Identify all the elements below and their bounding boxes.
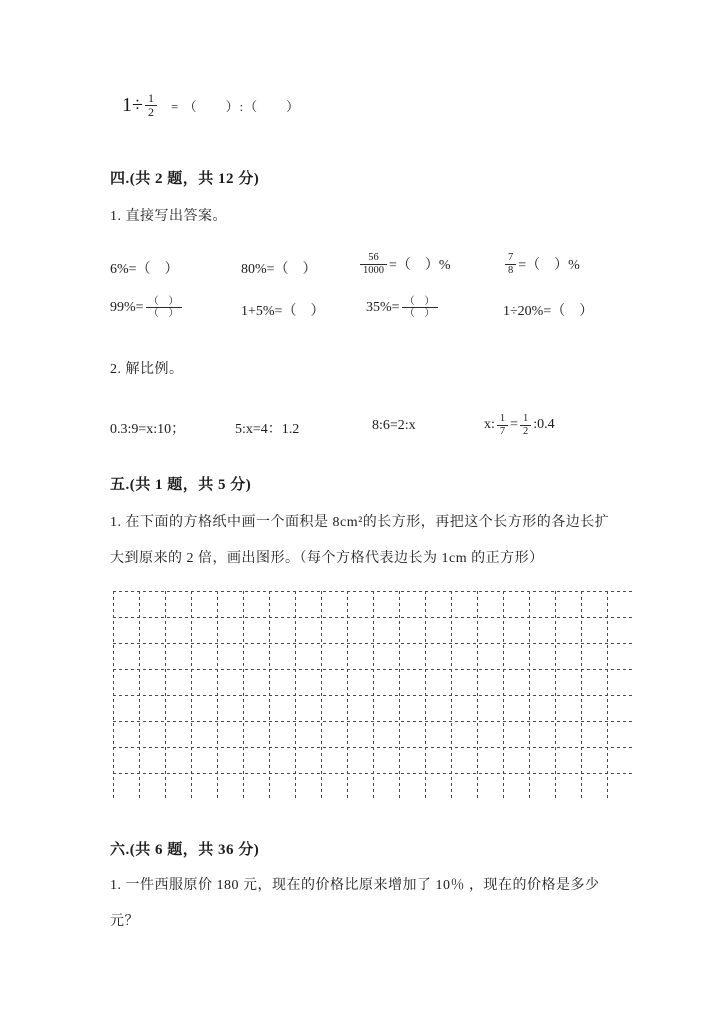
answer-blank: =（ ）% [518,258,580,274]
answer-item-6pct: 6%=（ ） [110,262,179,277]
section5-heading: 五.(共 1 题，共 5 分) [110,477,252,493]
answer-item-35pct [366,296,440,319]
fraction-one-half: $\frac{1}{2}$ [145,92,157,119]
expression-lead: 1÷ [122,94,143,117]
section4-heading: 四.(共 2 题，共 12 分) [110,171,260,187]
answer-item-1div20pct: 1÷20%=（ ） [503,304,594,319]
section4-q2-label: 2. 解比例。 [110,362,184,377]
section4-q1-label: 1. 直接写出答案。 [110,209,227,224]
equation-4 [484,413,555,437]
equation-3: 8:6=2:x [372,418,416,433]
fraction-56-1000: $\frac{56}{1000}$ [360,252,387,276]
answer-item-7-8 [503,252,580,276]
equation-lead: x: [484,417,495,433]
equation-1: 0.3:9=x:10； [110,422,186,437]
section5-q1-line2: 大到原来的 2 倍，画出图形。（每个方格代表边长为 1cm 的正方形） [110,551,544,566]
answer-item-56-1000 [358,252,451,276]
section5-q1-line1: 1. 在下面的方格纸中画一个面积是 8cm²的长方形，再把这个长方形的各边长扩 [110,515,610,530]
ratio-expression [122,92,300,119]
grid-paper [113,591,633,804]
answer-item-99pct [110,296,184,319]
grid-lines [113,591,633,799]
fraction-blank: $\frac{( )}{( )}$ [146,296,182,319]
equation-equals: = [510,417,519,433]
fraction-blank: $\frac{( )}{( )}$ [402,296,438,319]
answer-item-1plus5pct: 1+5%=（ ） [241,304,325,319]
section6-q1-line1: 1. 一件西服原价 180 元，现在的价格比原来增加了 10％ ，现在的价格是多少 [110,878,600,893]
answer-lead: 99%= [110,299,144,315]
answer-blank: =（ ）% [389,258,451,274]
fraction-7-8: $\frac{7}{8}$ [505,252,516,276]
fraction-1-7: $\frac{1}{7}$ [497,413,508,437]
equation-2: 5:x=4：1.2 [235,422,300,437]
section6-q1-line2: 元？ [110,914,139,929]
equation-tail: :0.4 [533,417,555,433]
expression-blanks: = （ ）:（ ） [170,99,301,115]
answer-item-80pct: 80%=（ ） [241,262,317,277]
section6-heading: 六.(共 6 题，共 36 分) [110,842,260,858]
fraction-1-2: $\frac{1}{2}$ [520,413,531,437]
answer-lead: 35%= [366,299,400,315]
